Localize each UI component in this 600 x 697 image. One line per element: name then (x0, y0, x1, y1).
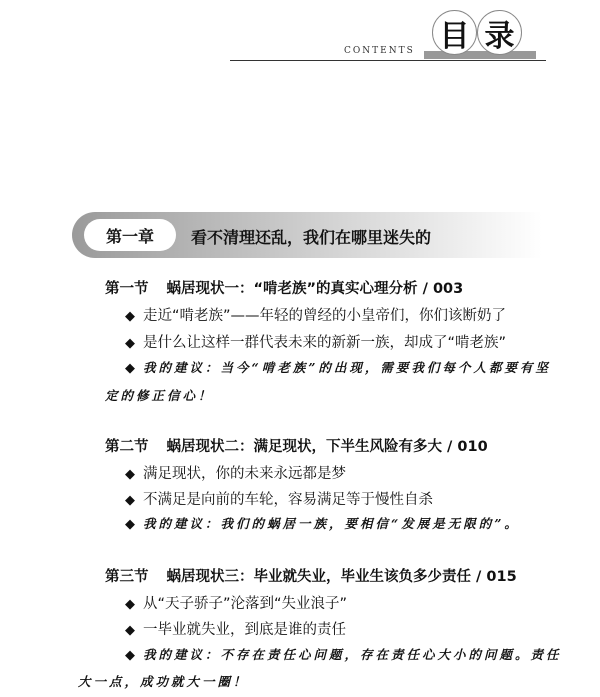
section-title: 蜗居现状二：满足现状，下半生风险有多大 / 010 (166, 439, 488, 455)
section-label: 第三节 (105, 569, 149, 585)
item-text: 满足现状，你的未来永远都是梦 (143, 466, 346, 482)
advice-item (125, 514, 520, 532)
diamond-icon: ◆ (125, 336, 135, 351)
item-text: 走近“啃老族”——年轻的曾经的小皇帝们，你们该断奶了 (143, 308, 507, 324)
section-heading[interactable] (105, 565, 517, 586)
section-heading[interactable] (105, 435, 488, 456)
diamond-icon: ◆ (125, 597, 135, 612)
title-char-circle: 目 (432, 10, 477, 55)
diamond-icon: ◆ (125, 309, 135, 324)
item-text: 不满足是向前的车轮，容易满足等于慢性自杀 (143, 492, 433, 508)
diamond-icon: ◆ (125, 493, 135, 508)
advice-continuation: 定的修正信心！ (105, 388, 214, 403)
item-text: 从“天子骄子”沦落到“失业浪子” (143, 596, 348, 612)
diamond-icon: ◆ (125, 361, 135, 376)
section-title: 蜗居现状一：“啃老族”的真实心理分析 / 003 (166, 281, 464, 297)
section-label: 第二节 (105, 439, 149, 455)
advice-text: 我的建议：不存在责任心问题，存在责任心大小的问题。责任 (143, 647, 562, 662)
diamond-icon: ◆ (125, 467, 135, 482)
diamond-icon: ◆ (125, 517, 135, 532)
item-text: 是什么让这样一群代表未来的新新一族，却成了“啃老族” (143, 335, 507, 351)
list-item (125, 304, 506, 325)
item-text: 一毕业就失业，到底是谁的责任 (143, 622, 346, 638)
advice-text: 我的建议：我们的蜗居一族，要相信“发展是无限的”。 (143, 516, 520, 531)
list-item (125, 488, 433, 509)
section-heading[interactable] (105, 277, 463, 298)
list-item (125, 618, 346, 639)
list-item (125, 462, 346, 483)
header-rule (230, 60, 546, 61)
diamond-icon: ◆ (125, 648, 135, 663)
advice-item (125, 358, 551, 376)
chapter-title: 看不清理还乱，我们在哪里迷失的 (191, 228, 432, 247)
chapter-label: 第一章 (84, 219, 176, 251)
section-label: 第一节 (105, 281, 149, 297)
list-item (125, 331, 506, 352)
advice-continuation: 大一点，成功就大一圈！ (78, 674, 249, 689)
advice-text: 我的建议：当今“啃老族”的出现，需要我们每个人都要有坚 (143, 360, 551, 375)
advice-item (125, 645, 562, 663)
title-char-circle: 录 (477, 10, 522, 55)
section-title: 蜗居现状三：毕业就失业，毕业生该负多少责任 / 015 (166, 569, 517, 585)
diamond-icon: ◆ (125, 623, 135, 638)
contents-label: CONTENTS (344, 46, 415, 56)
list-item (125, 592, 347, 613)
